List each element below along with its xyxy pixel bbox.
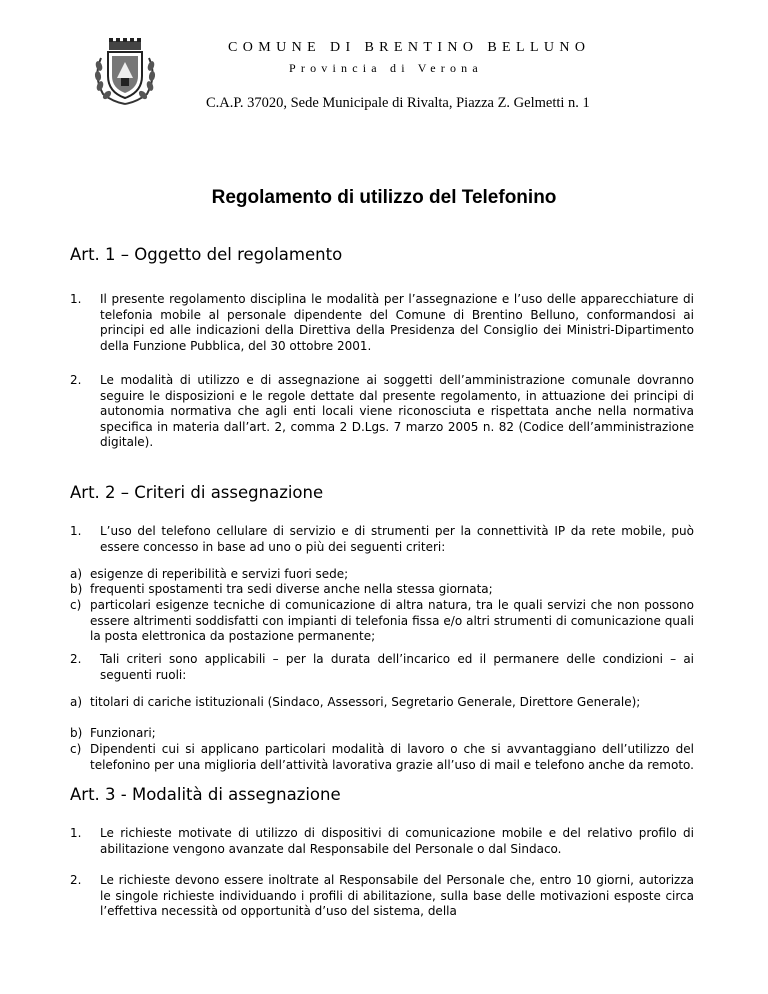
item-label: 1. <box>70 826 82 840</box>
item-label: b) <box>70 726 83 740</box>
province-name: Provincia di Verona <box>289 61 483 75</box>
item-text: frequenti spostamenti tra sedi diverse anche nella stessa giornata; <box>90 582 493 596</box>
article-1-paragraph-1 <box>70 292 694 354</box>
article-2-paragraph-2 <box>70 652 694 683</box>
item-label: c) <box>70 742 82 756</box>
item-text: L’uso del telefono cellulare di servizio e di strumenti per la connettività IP da rete mobile, può essere concesso in base ad uno o più dei seguenti criteri: <box>100 524 694 554</box>
article-2-heading: Art. 2 – Criteri di assegnazione <box>70 483 324 502</box>
item-label: a) <box>70 695 83 709</box>
article-1-heading: Art. 1 – Oggetto del regolamento <box>70 245 343 264</box>
article-2-criterion-a <box>70 567 694 583</box>
coat-of-arms-logo <box>91 38 159 106</box>
item-text: Tali criteri sono applicabili – per la durata dell’incarico ed il permanere delle condizioni – ai seguenti ruoli: <box>100 652 694 682</box>
item-text: particolari esigenze tecniche di comunicazione di altra natura, tra le quali servizi che non possono essere altrimenti soddisfatti con impianti di telefonia fissa e/o altri strumenti di comunicazione quali la posta elettronica da postazione permanente; <box>90 598 694 643</box>
article-3-paragraph-1 <box>70 826 694 857</box>
item-text: titolari di cariche istituzionali (Sindaco, Assessori, Segretario Generale, Direttore Generale); <box>90 695 641 709</box>
item-label: 1. <box>70 292 82 306</box>
article-3-heading: Art. 3 - Modalità di assegnazione <box>70 785 341 804</box>
municipality-address: C.A.P. 37020, Sede Municipale di Rivalta, Piazza Z. Gelmetti n. 1 <box>206 95 590 111</box>
article-2-criterion-c <box>70 598 694 645</box>
article-2-paragraph-1 <box>70 524 694 555</box>
item-label: 1. <box>70 524 82 538</box>
item-text: Le richieste devono essere inoltrate al Responsabile del Personale che, entro 10 giorni, autorizza le singole richieste individuando i profili di abilitazione, sulla base delle motivazioni esposte circa l’effettiva necessità od opportunità d’uso del sistema, della <box>100 873 694 918</box>
item-text: Le richieste motivate di utilizzo di dispositivi di comunicazione mobile e del relativo profilo di abilitazione vengono avanzate dal Responsabile del Personale o dal Sindaco. <box>100 826 694 856</box>
item-text: Dipendenti cui si applicano particolari modalità di lavoro o che si avvantaggiano dell’utilizzo del telefonino per una miglioria dell’attività lavorativa grazie all’uso di mail e telefono anche da remoto. <box>90 742 694 772</box>
item-label: b) <box>70 582 83 596</box>
item-text: Funzionari; <box>90 726 156 740</box>
article-2-criterion-b <box>70 582 694 598</box>
article-3-paragraph-2 <box>70 873 694 920</box>
document-title: Regolamento di utilizzo del Telefonino <box>211 187 557 208</box>
article-2-role-b <box>70 726 694 742</box>
item-text: Il presente regolamento disciplina le modalità per l’assegnazione e l’uso delle apparecchiature di telefonia mobile al personale dipendente del Comune di Brentino Belluno, conformandosi ai principi ed alle indicazioni della Direttiva della Presidenza del Consiglio dei Ministri-Dipartimento della Funzione Pubblica, del 30 ottobre 2001. <box>100 292 694 353</box>
item-text: Le modalità di utilizzo e di assegnazione ai soggetti dell’amministrazione comunale dovranno seguire le disposizioni e le regole dettate dal presente regolamento, in attuazione dei principi di autonomia normativa che agli enti locali viene riconosciuta e rispettata anche nella normativa specifica in materia dall’art. 2, comma 2 D.Lgs. 7 marzo 2005 n. 82 (Codice dell’amministrazione digitale). <box>100 373 694 449</box>
municipality-name: COMUNE DI BRENTINO BELLUNO <box>228 40 591 55</box>
article-2-role-c <box>70 742 694 773</box>
item-text: esigenze di reperibilità e servizi fuori sede; <box>90 567 349 581</box>
item-label: a) <box>70 567 83 581</box>
article-1-paragraph-2 <box>70 373 694 451</box>
item-label: 2. <box>70 652 82 666</box>
item-label: 2. <box>70 373 82 387</box>
article-2-role-a <box>70 695 694 711</box>
item-label: 2. <box>70 873 82 887</box>
item-label: c) <box>70 598 82 612</box>
